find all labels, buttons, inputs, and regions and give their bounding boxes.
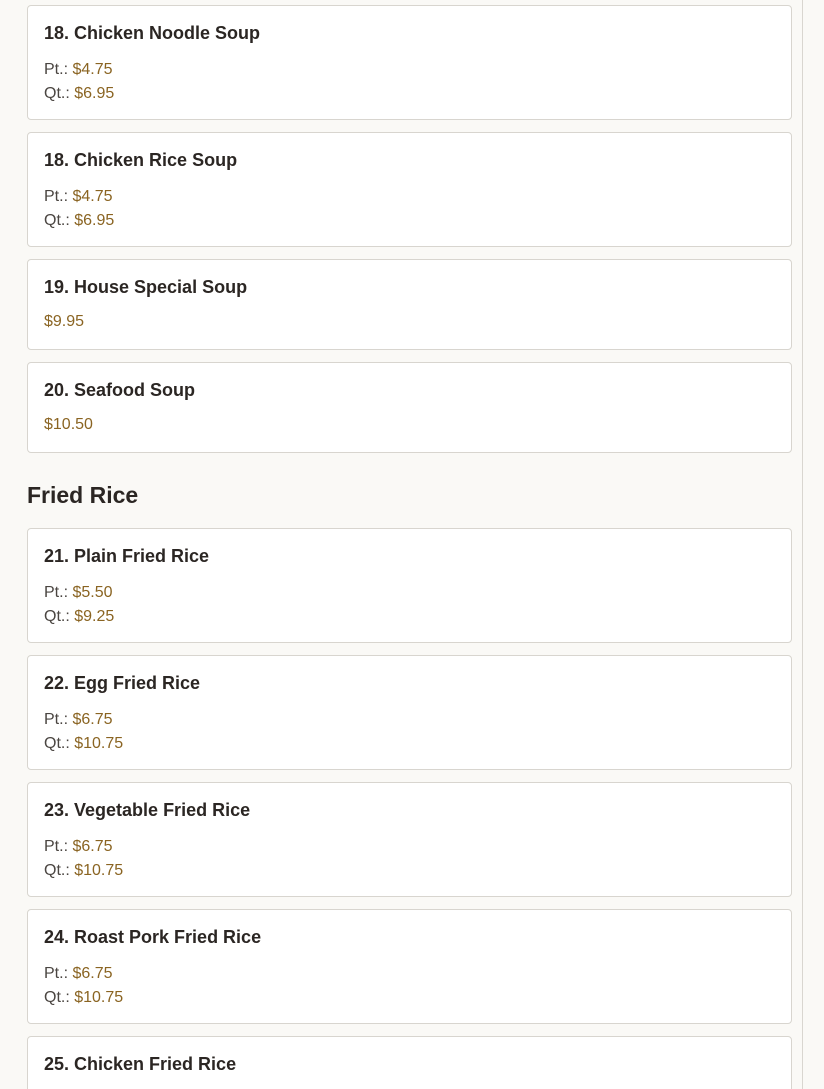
price-value: $6.75 [72,711,113,728]
menu-item-title: 25. Chicken Fried Rice [44,1054,237,1074]
price-label: Qt.: [44,862,70,879]
menu-list [27,5,792,1089]
section-heading: Fried Rice [27,482,139,508]
price-line [44,58,775,82]
menu-item-card[interactable] [27,782,792,897]
price-value: $6.95 [74,85,115,102]
price-label: Qt.: [44,212,70,229]
menu-item-title: 24. Roast Pork Fried Rice [44,927,262,947]
price-label: Pt.: [44,711,69,728]
price-value: $10.75 [74,735,124,752]
menu-item-title: 18. Chicken Noodle Soup [44,23,261,43]
price-line [44,835,775,859]
menu-item-title: 19. House Special Soup [44,277,248,297]
price-label: Qt.: [44,989,70,1006]
price-list [44,962,775,1010]
price-line [44,605,775,629]
menu-item-card[interactable] [27,1036,792,1089]
price-value: $4.75 [72,188,113,205]
price-line [44,859,775,883]
price-value: $4.75 [72,61,113,78]
price-line [44,209,775,233]
menu-item-card[interactable] [27,655,792,770]
price-list [44,708,775,756]
price-label: Pt.: [44,838,69,855]
price-value: $10.50 [44,416,93,433]
price-label: Qt.: [44,85,70,102]
price-value: $5.50 [72,584,113,601]
price-list [44,581,775,629]
menu-item-card[interactable] [27,259,792,350]
menu-item-title: 21. Plain Fried Rice [44,546,210,566]
price-line [44,962,775,986]
price-line [44,732,775,756]
menu-item-title: 18. Chicken Rice Soup [44,150,238,170]
price-value: $6.75 [72,965,113,982]
price-value: $6.75 [72,838,113,855]
price-line [44,581,775,605]
price-value: $6.95 [74,212,115,229]
menu-item-card[interactable] [27,909,792,1024]
price-line [44,708,775,732]
menu-item-card[interactable] [27,528,792,643]
price-value: $9.95 [44,313,85,330]
price-label: Qt.: [44,735,70,752]
menu-item-title: 22. Egg Fried Rice [44,673,201,693]
menu-item-card[interactable] [27,132,792,247]
price-list [44,185,775,233]
price-line [44,185,775,209]
price-label: Pt.: [44,61,69,78]
price-label: Pt.: [44,584,69,601]
menu-item-card[interactable] [27,5,792,120]
price-value: $10.75 [74,989,124,1006]
price-label: Pt.: [44,965,69,982]
menu-item-card[interactable] [27,362,792,453]
price-line [44,986,775,1010]
scroll-divider [802,0,803,1089]
price-list [44,835,775,883]
price-line [44,82,775,106]
price-value: $10.75 [74,862,124,879]
price-list [44,58,775,106]
menu-item-title: 23. Vegetable Fried Rice [44,800,251,820]
price-value: $9.25 [74,608,115,625]
price-label: Pt.: [44,188,69,205]
price-label: Qt.: [44,608,70,625]
menu-item-title: 20. Seafood Soup [44,380,196,400]
